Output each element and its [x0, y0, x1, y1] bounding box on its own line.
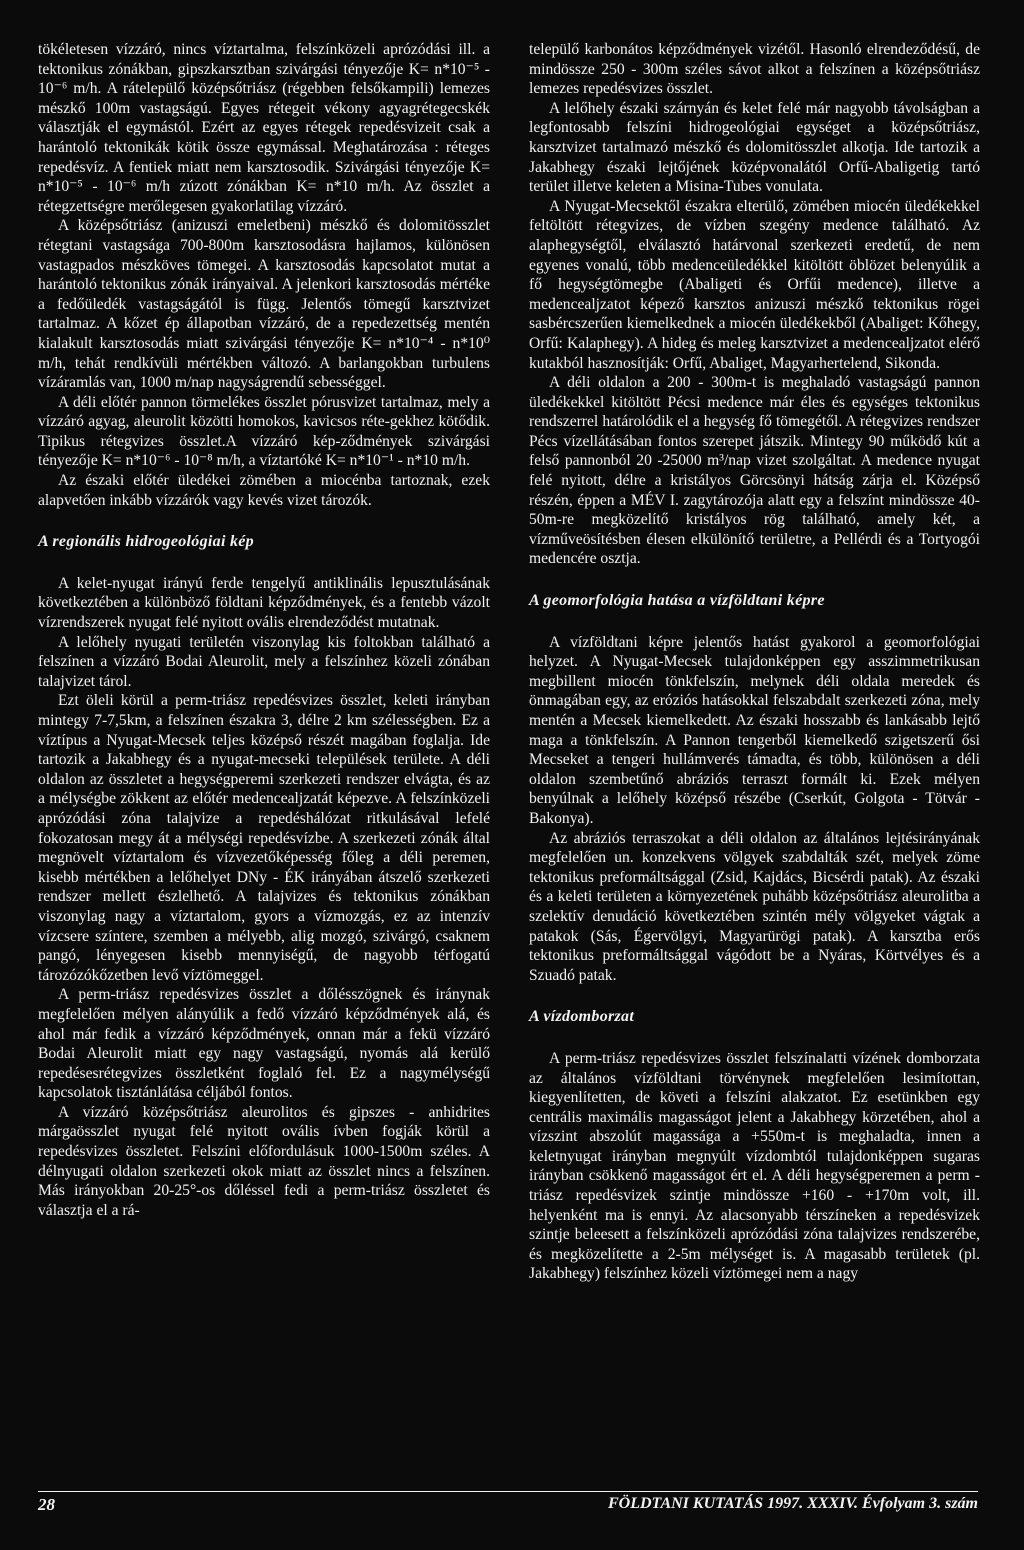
paragraph: A lelőhely nyugati területén viszonylag kis foltokban található a felszínen a vízzáró Bodai Aleurolit, mely a felszínhez közeli zónában talajvizet tárol.	[38, 633, 490, 690]
paragraph: települő karbonátos képződmények vizétől. Hasonló elrendeződésű, de mindössze 250 - 300m széles sávot alkot a felszínen a középsőtriász lemezes repedésvizes összlet.	[529, 41, 980, 98]
paragraph: A vízföldtani képre jelentős hatást gyakorol a geomorfológiai helyzet. A Nyugat-Mecsek tulajdonképpen egy asszimmetrikusan megbillent miocén tönkfelszín, melynek déli oldala meredek és önmagában egy, az eróziós hatásokkal felszabdalt szerkezeti zóna, mely mentén a Mecsek kiemelkedett. Az északi hosszabb és lankásabb lejtő maga a tönkfelszín. A Pannon tengerből kiemelkedő szigetszerű ősi Mecseket a tengeri hullámverés támadta, és több, különösen a déli oldalon szembetűnő abráziós terraszt formált ki. Ezek mélyen benyúlnak a lelőhely középső részébe (Cserkút, Golgota - Tötvár - Bakonya).	[529, 633, 980, 827]
page-number: 28	[38, 1495, 55, 1514]
paragraph: A déli előtér pannon törmelékes összlet pórusvizet tartalmaz, mely a vízzáró agyag, aleurolit közötti homokos, kavicsos réte-gekhez kötődik. Tipikus rétegvizes összlet.A vízzáró kép-ződmények szivárgási tényezője K= n*10⁻⁶ - 10⁻⁸ m/h, a víztartóké K= n*10⁻¹ - n*10 m/h.	[38, 393, 490, 470]
paragraph: A kelet-nyugat irányú ferde tengelyű antiklinális lepusztulásának következtében a különböző földtani képződmények, és a fentebb vázolt vízrendszerek nyugat felé nyitott ovális elrendeződést mutatnak.	[38, 574, 490, 632]
paragraph: Az abráziós terraszokat a déli oldalon az általános lejtésirányának megfelelően un. konzekvens völgyek szabdalták szét, melyek zöme tektonikus preformáltsággal (Zsid, Kajdács, Bicsérdi patak). Az északi és a keleti területen a környezetének puhább középsőtriász aleurolitba a szelektív denudáció következtében szintén mély völgyeket vágtak a patakok (Sás, Égervölgyi, Magyarürögi patak). A karsztba erős tektonikus preformáltsággal vágódott be a Nyáras, Körtvélyes és a Szuadó patak.	[529, 829, 980, 984]
paragraph: A déli oldalon a 200 - 300m-t is meghaladó vastagságú pannon üledékekkel kitöltött Pécsi medence már éles és egységes tektonikus rendszerrel határolódik el a hegység fő tömegétől. A rétegvizes rendszer Pécs vízellátásában fontos szerepet játszik. Mintegy 90 működő kút a felső pannonból 20 -25000 m³/nap vizet szolgáltat. A medence nyugat felé nyitott, délre a kristályos Görcsönyi hátság zárja el. Középső részén, éppen a MÉV I. zagytározója alatt egy a felszínt mindössze 40-50m-re megközelítő kristályos rög található, amely két, a vízműveösítésben élesen elkülönítő területre, a Pellérdi és a Tortyogói medencére osztja.	[529, 374, 980, 568]
footer-divider	[38, 1491, 978, 1492]
right-column	[529, 40, 980, 1284]
journal-title: FÖLDTANI KUTATÁS 1997. XXXIV. Évfolyam 3. szám	[608, 1495, 978, 1512]
paragraph: A vízzáró középsőtriász aleurolitos és gipszes - anhidrites márgaösszlet nyugat felé nyitott ovális ívben fogják körül a repedésvizes összletet. Felszíni előfordulásuk 1000-1500m széles. A délnyugati oldalon szerkezeti okok miatt az összlet nincs a felszínen. Más irányokban 20-25°-os dőléssel fedi a perm-triász összletet és választja el a rá-	[38, 1103, 490, 1219]
paragraph: Az északi előtér üledékei zömében a miocénba tartoznak, ezek alapvetően inkább vízzárók vagy kevés vizet tározók.	[38, 472, 490, 509]
section-heading: A regionális hidrogeológiai kép	[38, 533, 254, 551]
section-heading: A geomorfológia hatása a vízföldtani képre	[529, 592, 825, 610]
paragraph: A Nyugat-Mecsektől északra elterülő, zömében miocén üledékekkel feltöltött rétegvizes, de vízben szegény medence található. Az alaphegységtől, elválasztó határvonal szerkezeti eredetű, de nem egyenes vonalú, több medenceüledékkel kitöltött öblözet belenyúlik a fő hegységtömegbe (Abaligeti és Orfűi medence), illetve a medencealjzatot képező karsztos anizuszi mészkő tektonikus rögei sasbércszerűen kiemelkednek a miocén üledékekből (Abaliget: Kőhegy, Orfű: Kalaphegy). A hideg és meleg karsztvizet a medencealjzatot elérő kutakból hasznosítják: Orfű, Abaliget, Magyarhertelend, Sikonda.	[529, 197, 980, 372]
paragraph: A perm-triász repedésvizes összlet a dőlésszögnek és iránynak megfelelően mélyen alányúlik a fedő vízzáró képződmények alá, és ahol már fedik a vízzáró képződmények, onnan már a fekü vízzáró Bodai Aleurolit miatt egy nagy vastagságú, nyomás alá kerülő repedésesrétegvizes összletként foglaló fel. Ez a nagymélységű kapcsolatok tisztánlátása céljából fontos.	[38, 986, 490, 1102]
paragraph: tökéletesen vízzáró, nincs víztartalma, felszínközeli aprózódási ill. a tektonikus zónákban, gipszkarsztban szivárgási tényezője K= n*10⁻⁵ - 10⁻⁶ m/h. A rátelepülő középsőtriász (régebben felsőkampili) lemezes mészkő 100m vastagságú. Egyes rétegeit vékony agyagrétegecskék választják el egymástól. Ezért az egyes rétegek repedésvizeit csak a harántoló tektonikák kötik össze egymással. Meghatározása : réteges repedésvíz. A fentiek miatt nem karsztosodik. Szivárgási tényezője K= n*10⁻⁵ - 10⁻⁶ m/h zúzott zónákban K= n*10 m/h. Az összlet a rétegzettségre merőlegesen gyakorlatilag vízzáró.	[38, 41, 490, 215]
paragraph: Ezt öleli körül a perm-triász repedésvizes összlet, keleti irányban mintegy 7-7,5km, a felszínen északra 3, délre 2 km szélességben. Ez a víztípus a Nyugat-Mecsek teljes középső részét magában foglalja. Ide tartozik a Jakabhegy és a nyugat-mecseki települések területe. A déli oldalon az összletet a hegységperemi szerkezeti rendszer elvágta, és az a mélységbe zökkent az előtér medencealjzatát képezve. A felszínközeli aprózódási zóna talajvize a repedéshálózat ritkulásával lefelé fokozatosan megy át a mélységi repedésvízbe. A szerkezeti zónák által megnövelt víztartalom és vízvezetőképesség főleg a déli peremen, kisebb mértékben a lelőhelyet DNy - ÉK irányában átszelő szerkezeti rendszer mellett észlelhető. A talajvizes és tektonikus zónákban viszonylag nagy a víztartalom, gyors a vízmozgás, ez az intenzív vízcsere színtere, szemben a mélyebb, alig mozgó, szivárgó, csaknem pangó, lényegesen kisebb mennyiségű, de nagyobb térfogatú tározózókőzetben levő víztömeggel.	[38, 692, 490, 984]
paragraph: A lelőhely északi szárnyán és kelet felé már nagyobb távolságban a legfontosabb felszíni hidrogeológiai egységet a középsőtriász, karsztvizet tartalmazó mészkő és dolomitösszlet alkotja. Ide tartozik a Jakabhegy északi lejtőjének középvonalától Orfű-Abaligetig tartó terület illetve keleten a Misina-Tubes vonulata.	[529, 99, 980, 196]
left-column	[38, 40, 490, 1220]
paragraph: A középsőtriász (anizuszi emeletbeni) mészkő és dolomitösszlet rétegtani vastagsága 700-800m karsztosodásra hajlamos, különösen vastagpados mészköves tömegei. A karsztosodás kapcsolatot mutat a harántoló tektonikus zónák irányaival. A jelenkori karsztosodás mértéke a fedőüledék vastagságától is függ. Jelentős tömegű karsztvizet tartalmaz. A kőzet ép állapotban vízzáró, de a repedezettség mentén kialakult karsztosodás miatt szivárgási tényezője K= n*10⁻⁴ - n*10⁰ m/h, tehát rendkívüli mértékben változó. A barlangokban turbulens vízáramlás van, 1000 m/nap nagyságrendű sebességgel.	[38, 217, 490, 392]
paragraph: A perm-triász repedésvizes összlet felszínalatti vízének domborzata az általános vízföldtani törvénynek megfelelően lesimítottan, kiegyenlítetten, de követi a felszíni alakzatot. Ez esetünkben egy centrális maximális magasságot jelent a Jakabhegy körzetében, ahol a vízszint abszolút magassága a +550m-t is meghaladta, innen a keletnyugat irányban megnyúlt vízdombtól tulajdonképpen sugaras irányban csökkenő magasságot ért el. A déli hegységperemen a perm - triász repedésvizek szintje mindössze +160 - +170m volt, ill. helyenként ma is ennyi. Az alacsonyabb térszíneken a repedésvizek szintje beleesett a felszínközeli aprózódási zóna talajvizes rendszerébe, és megközelítette a 2-5m mélységet is. A magasabb területek (pl. Jakabhegy) felszínhez közeli víztömegei nem a nagy	[529, 1049, 980, 1283]
section-heading: A vízdomborzat	[529, 1008, 635, 1026]
